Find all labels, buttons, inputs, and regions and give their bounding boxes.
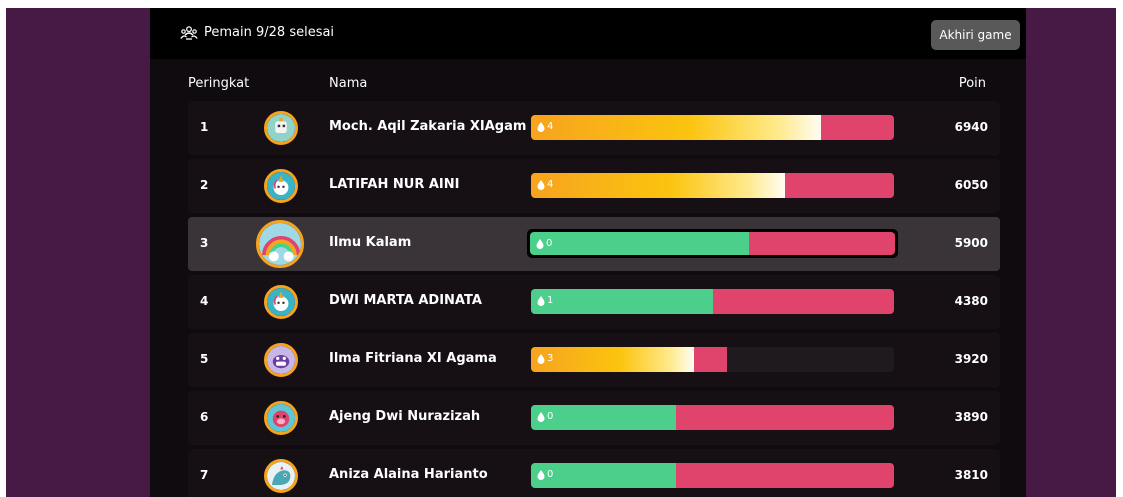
player-name: Ilmu Kalam bbox=[329, 235, 412, 250]
accuracy-bar bbox=[531, 115, 894, 140]
leaderboard-list bbox=[188, 101, 1000, 497]
accuracy-bar bbox=[527, 229, 898, 258]
streak-counter bbox=[537, 469, 553, 480]
monster-avatar-icon bbox=[264, 343, 298, 377]
correct-answers-fill bbox=[530, 232, 749, 255]
correct-answers-fill bbox=[531, 115, 821, 140]
player-points: 3810 bbox=[954, 468, 988, 482]
player-points: 3920 bbox=[954, 352, 988, 366]
users-icon bbox=[180, 26, 198, 40]
player-rank: 1 bbox=[200, 120, 209, 134]
player-points: 3890 bbox=[954, 410, 988, 424]
player-points: 6050 bbox=[954, 178, 988, 192]
streak-counter bbox=[537, 295, 553, 306]
streak-counter bbox=[537, 411, 553, 422]
player-name: DWI MARTA ADINATA bbox=[329, 293, 482, 308]
leaderboard-row bbox=[188, 449, 1000, 497]
players-finished-status bbox=[180, 25, 334, 40]
streak-count: 3 bbox=[547, 353, 554, 364]
leaderboard-row bbox=[188, 101, 1000, 155]
pig-avatar-icon bbox=[264, 401, 298, 435]
streak-count: 4 bbox=[547, 121, 554, 132]
wrong-answers-fill bbox=[749, 232, 895, 255]
player-name: Aniza Alaina Harianto bbox=[329, 467, 488, 482]
correct-answers-fill bbox=[531, 289, 713, 314]
rank-column-header: Peringkat bbox=[188, 76, 250, 91]
leaderboard-row bbox=[188, 217, 1000, 271]
streak-counter bbox=[537, 121, 553, 132]
player-rank: 7 bbox=[200, 468, 209, 482]
players-finished-label: Pemain 9/28 selesai bbox=[204, 25, 335, 40]
accuracy-bar bbox=[531, 173, 894, 198]
streak-count: 1 bbox=[547, 295, 554, 306]
player-points: 4380 bbox=[954, 294, 988, 308]
rainbow-avatar-icon bbox=[256, 220, 304, 268]
player-rank: 6 bbox=[200, 410, 209, 424]
unicorn-avatar-icon bbox=[264, 169, 298, 203]
accuracy-bar bbox=[531, 405, 894, 430]
streak-drop-icon bbox=[536, 239, 544, 249]
leaderboard-row bbox=[188, 333, 1000, 387]
points-column-header: Poin bbox=[958, 76, 986, 91]
player-rank: 2 bbox=[200, 178, 209, 192]
player-name: Moch. Aqil Zakaria XIAgam bbox=[329, 119, 527, 134]
end-game-button[interactable]: Akhiri game bbox=[931, 20, 1020, 50]
accuracy-bar bbox=[531, 347, 894, 372]
player-name: LATIFAH NUR AINI bbox=[329, 177, 460, 192]
streak-drop-icon bbox=[537, 296, 545, 306]
streak-drop-icon bbox=[537, 412, 545, 422]
wrong-answers-fill bbox=[821, 115, 894, 140]
name-column-header: Nama bbox=[329, 76, 368, 91]
game-background bbox=[6, 8, 1116, 497]
streak-count: 0 bbox=[546, 238, 553, 249]
streak-count: 4 bbox=[547, 179, 554, 190]
streak-drop-icon bbox=[537, 122, 545, 132]
player-rank: 3 bbox=[200, 236, 209, 250]
streak-counter bbox=[537, 353, 553, 364]
leaderboard-row bbox=[188, 275, 1000, 329]
streak-count: 0 bbox=[547, 411, 554, 422]
unicorn-avatar-icon bbox=[264, 285, 298, 319]
player-rank: 4 bbox=[200, 294, 209, 308]
streak-drop-icon bbox=[537, 354, 545, 364]
wrong-answers-fill bbox=[785, 173, 894, 198]
player-rank: 5 bbox=[200, 352, 209, 366]
correct-answers-fill bbox=[531, 347, 694, 372]
leaderboard-row bbox=[188, 159, 1000, 213]
correct-answers-fill bbox=[531, 173, 785, 198]
streak-counter bbox=[536, 238, 552, 249]
streak-drop-icon bbox=[537, 470, 545, 480]
robot-avatar-icon bbox=[264, 111, 298, 145]
leaderboard-row bbox=[188, 391, 1000, 445]
wrong-answers-fill bbox=[694, 347, 727, 372]
wrong-answers-fill bbox=[676, 463, 894, 488]
wrong-answers-fill bbox=[713, 289, 895, 314]
accuracy-bar bbox=[531, 289, 894, 314]
dino-avatar-icon bbox=[264, 459, 298, 493]
player-name: Ilma Fitriana XI Agama bbox=[329, 351, 497, 366]
streak-drop-icon bbox=[537, 180, 545, 190]
leaderboard-panel bbox=[150, 8, 1026, 497]
player-name: Ajeng Dwi Nurazizah bbox=[329, 409, 481, 424]
streak-counter bbox=[537, 179, 553, 190]
streak-count: 0 bbox=[547, 469, 554, 480]
accuracy-bar bbox=[531, 463, 894, 488]
player-points: 6940 bbox=[954, 120, 988, 134]
leaderboard-topbar bbox=[150, 8, 1026, 59]
wrong-answers-fill bbox=[676, 405, 894, 430]
player-points: 5900 bbox=[954, 236, 988, 250]
